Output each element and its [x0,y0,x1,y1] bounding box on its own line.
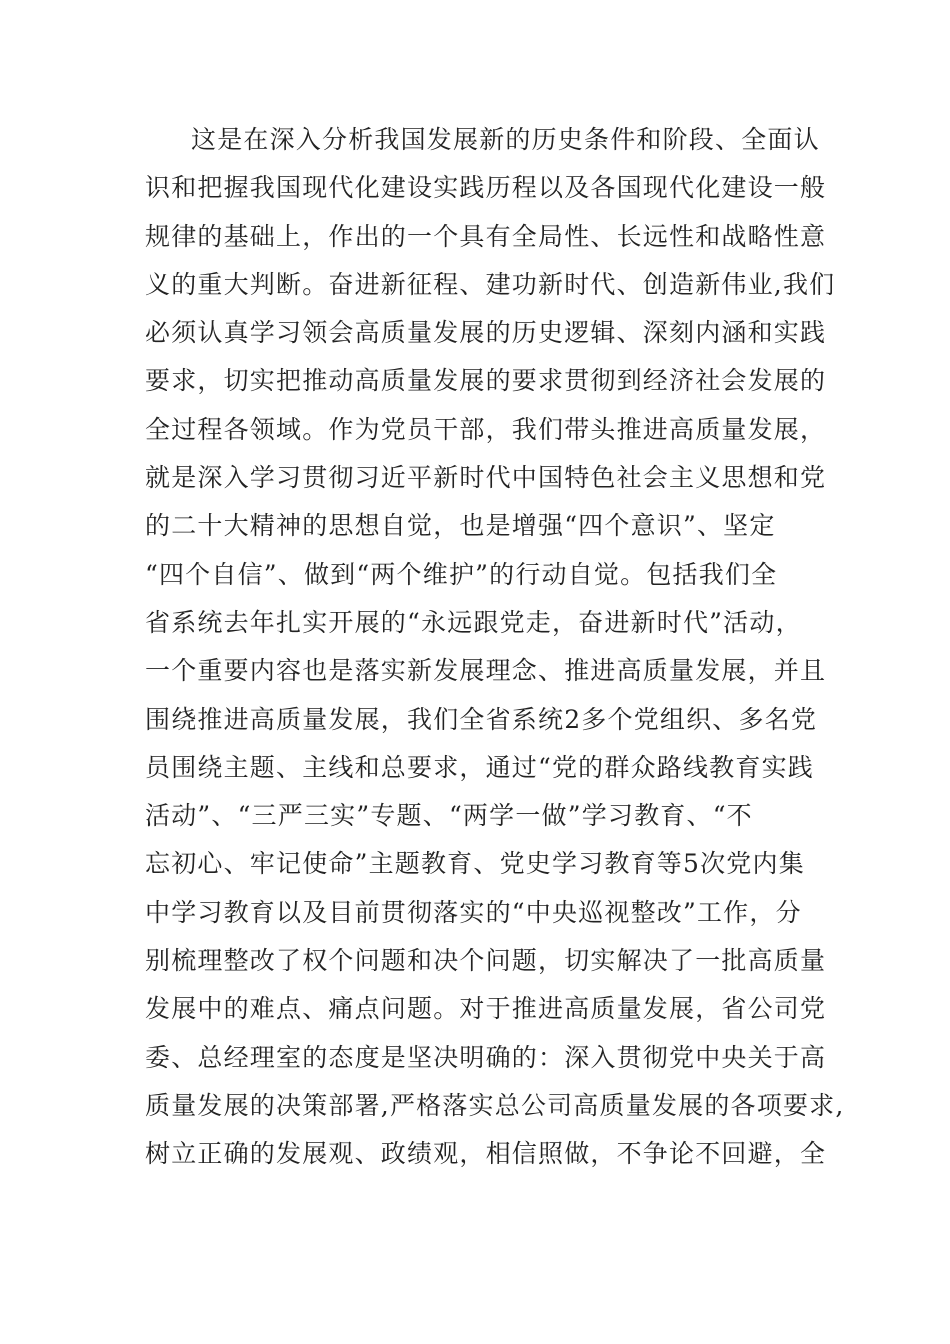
text-line: 树立正确的发展观、政绩观，相信照做，不争论不回避，全 [145,1139,827,1169]
text-line: 围绕推进高质量发展，我们全省系统2多个党组织、多名党 [145,704,818,734]
text-line: 别梳理整改了权个问题和决个问题，切实解决了一批高质量 [145,946,827,976]
text-line: 就是深入学习贯彻习近平新时代中国特色社会主义思想和党 [145,463,827,493]
text-line: 必须认真学习领会高质量发展的历史逻辑、深刻内涵和实践 [145,318,827,348]
text-line: 质量发展的决策部署,严格落实总公司高质量发展的各项要求, [145,1090,845,1120]
text-line: 识和把握我国现代化建设实践历程以及各国现代化建设一般 [145,173,827,203]
text-line: 委、总经理室的态度是坚决明确的：深入贯彻党中央关于高 [145,1042,827,1072]
text-line: 规律的基础上，作出的一个具有全局性、长远性和战略性意 [145,221,827,251]
text-line: 活动”、“三严三实”专题、“两学一做”学习教育、“不 [145,801,753,831]
text-line: 忘初心、牢记使命”主题教育、党史学习教育等5次党内集 [145,849,805,879]
text-line: 一个重要内容也是落实新发展理念、推进高质量发展，并且 [145,656,827,686]
text-line: 要求，切实把推动高质量发展的要求贯彻到经济社会发展的 [145,366,827,396]
text-line: 义的重大判断。奋进新征程、建功新时代、创造新伟业,我们 [145,269,836,299]
text-line: 员围绕主题、主线和总要求，通过“党的群众路线教育实践 [145,752,814,782]
text-line: 发展中的难点、痛点问题。对于推进高质量发展，省公司党 [145,994,827,1024]
text-line: “四个自信”、做到“两个维护”的行动自觉。包括我们全 [145,559,778,589]
text-line: 中学习教育以及目前贯彻落实的“中央巡视整改”工作，分 [145,897,802,927]
text-line: 这是在深入分析我国发展新的历史条件和阶段、全面认 [191,125,820,154]
text-line: 省系统去年扎实开展的“永远跟党走，奋进新时代”活动， [145,607,802,637]
text-line: 的二十大精神的思想自觉，也是增强“四个意识”、坚定 [145,511,776,541]
body-paragraph [145,116,845,1179]
text-line: 全过程各领域。作为党员干部，我们带头推进高质量发展， [145,414,827,444]
